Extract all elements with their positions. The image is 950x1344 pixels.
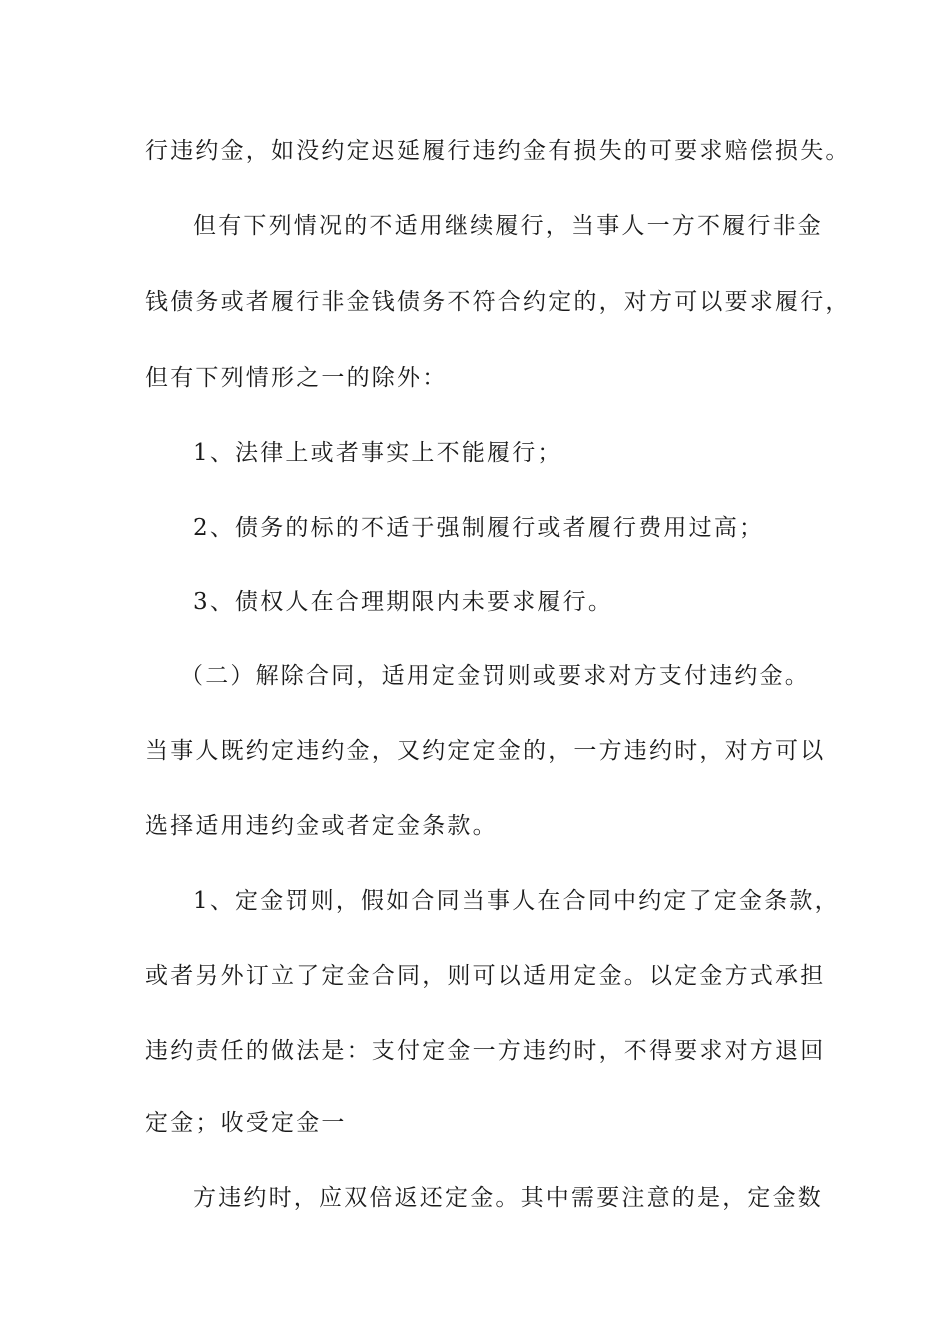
text-line-3: 钱债务或者履行非金钱债务不符合约定的，对方可以要求履行， xyxy=(145,289,851,315)
text-line-14: 定金；收受定金一 xyxy=(145,1110,347,1136)
text-line-15: 方违约时，应双倍返还定金。其中需要注意的是，定金数 xyxy=(193,1185,823,1211)
text-line-12: 或者另外订立了定金合同，则可以适用定金。以定金方式承担 xyxy=(145,963,826,989)
text-line-11: 1、定金罚则，假如合同当事人在合同中约定了定金条款， xyxy=(193,888,840,914)
text-line-13: 违约责任的做法是：支付定金一方违约时，不得要求对方退回 xyxy=(145,1038,826,1064)
text-line-7: 3、债权人在合理期限内未要求履行。 xyxy=(193,589,614,615)
text-line-6: 2、债务的标的不适于强制履行或者履行费用过高； xyxy=(193,515,765,541)
text-line-4: 但有下列情形之一的除外： xyxy=(145,365,448,391)
text-line-5: 1、法律上或者事实上不能履行； xyxy=(193,440,563,466)
text-line-2: 但有下列情况的不适用继续履行，当事人一方不履行非金 xyxy=(193,213,823,239)
text-line-1: 行违约金，如没约定迟延履行违约金有损失的可要求赔偿损失。 xyxy=(145,138,851,164)
text-line-10: 选择适用违约金或者定金条款。 xyxy=(145,813,498,839)
text-line-9: 当事人既约定违约金，又约定定金的，一方违约时，对方可以 xyxy=(145,738,826,764)
text-line-8: （二）解除合同，适用定金罚则或要求对方支付违约金。 xyxy=(180,663,810,689)
